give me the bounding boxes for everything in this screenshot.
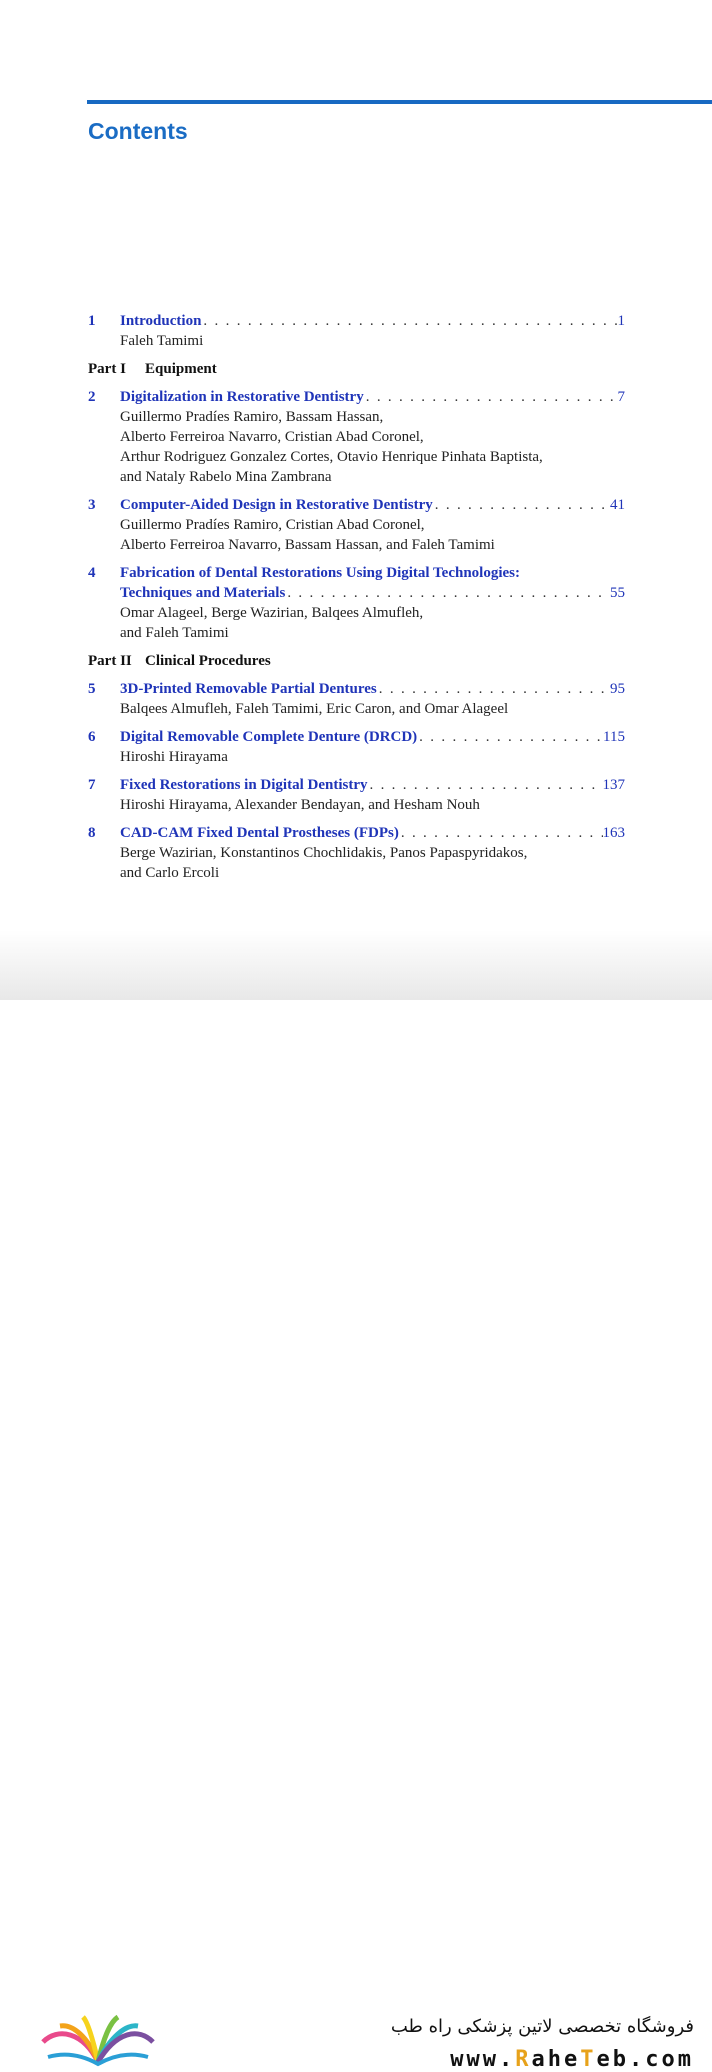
page-number-link[interactable]: 95 — [610, 681, 625, 697]
chapter-title-link[interactable]: Computer-Aided Design in Restorative Dentistry — [120, 497, 433, 513]
dot-leader — [285, 583, 610, 603]
book-page — [0, 0, 712, 1000]
chapter-title-link[interactable]: Techniques and Materials — [120, 585, 286, 601]
chapter-authors: and Faleh Tamimi — [120, 625, 229, 641]
page-shadow — [0, 930, 712, 1000]
chapter-authors: Guillermo Pradíes Ramiro, Bassam Hassan, — [120, 409, 384, 425]
page-title: Contents — [88, 118, 188, 144]
dot-leader — [377, 679, 610, 699]
dot-leader — [417, 727, 603, 747]
page-number-link[interactable]: 115 — [603, 729, 625, 745]
toc-entry[interactable] — [88, 679, 625, 719]
book-logo-icon — [38, 2012, 158, 2072]
watermark-footer — [0, 1000, 712, 2072]
chapter-number: 8 — [88, 825, 96, 841]
toc-entry[interactable] — [88, 823, 625, 883]
chapter-authors: and Nataly Rabelo Mina Zambrana — [120, 469, 332, 485]
chapter-authors: Hiroshi Hirayama, Alexander Bendayan, and Hesham Nouh — [120, 797, 480, 813]
page-number-link[interactable]: 1 — [617, 313, 625, 329]
chapter-title-link[interactable]: Introduction — [120, 313, 202, 329]
chapter-authors: and Carlo Ercoli — [120, 865, 220, 881]
dot-leader — [364, 387, 618, 407]
table-of-contents — [88, 311, 625, 891]
dot-leader — [433, 495, 610, 515]
page-number-link[interactable]: 7 — [617, 389, 625, 405]
chapter-number: 2 — [88, 389, 96, 405]
chapter-title-link[interactable]: 3D-Printed Removable Partial Dentures — [120, 681, 377, 697]
chapter-authors: Guillermo Pradíes Ramiro, Cristian Abad Coronel, — [120, 517, 425, 533]
dot-leader — [201, 311, 617, 331]
toc-entry[interactable] — [88, 311, 625, 351]
store-url: www.RaheTeb.com — [450, 2047, 694, 2072]
toc-entry[interactable] — [88, 387, 625, 487]
chapter-number: 1 — [88, 313, 96, 329]
chapter-authors: Arthur Rodriguez Gonzalez Cortes, Otavio Henrique Pinhata Baptista, — [120, 449, 543, 465]
chapter-authors: Balqees Almufleh, Faleh Tamimi, Eric Caron, and Omar Alageel — [120, 701, 509, 717]
store-name: فروشگاه تخصصی لاتین پزشکی راه طب — [390, 2016, 694, 2037]
page-number-link[interactable]: 163 — [602, 825, 625, 841]
header-rule — [87, 100, 712, 104]
chapter-title-link[interactable]: Fabrication of Dental Restorations Using Digital Technologies: — [120, 565, 520, 581]
chapter-authors: Alberto Ferreiroa Navarro, Bassam Hassan, and Faleh Tamimi — [120, 537, 495, 553]
dot-leader — [399, 823, 603, 843]
chapter-title-link[interactable]: Digitalization in Restorative Dentistry — [120, 389, 364, 405]
chapter-number: 3 — [88, 497, 96, 513]
chapter-number: 5 — [88, 681, 96, 697]
chapter-authors: Omar Alageel, Berge Wazirian, Balqees Almufleh, — [120, 605, 424, 621]
chapter-title-link[interactable]: Digital Removable Complete Denture (DRCD) — [120, 729, 418, 745]
page-number-link[interactable]: 41 — [610, 497, 625, 513]
chapter-authors: Faleh Tamimi — [120, 333, 204, 349]
chapter-title-link[interactable]: CAD-CAM Fixed Dental Prostheses (FDPs) — [120, 825, 399, 841]
chapter-authors: Alberto Ferreiroa Navarro, Cristian Abad Coronel, — [120, 429, 424, 445]
toc-entry[interactable] — [88, 563, 625, 643]
dot-leader — [367, 775, 602, 795]
chapter-authors: Hiroshi Hirayama — [120, 749, 228, 765]
chapter-number: 6 — [88, 729, 96, 745]
part-heading: Part I Equipment — [88, 361, 217, 377]
chapter-number: 7 — [88, 777, 96, 793]
chapter-number: 4 — [88, 565, 96, 581]
page-number-link[interactable]: 137 — [602, 777, 625, 793]
chapter-authors: Berge Wazirian, Konstantinos Chochlidakis, Panos Papaspyridakos, — [120, 845, 528, 861]
toc-entry[interactable] — [88, 495, 625, 555]
toc-entry[interactable] — [88, 775, 625, 815]
chapter-title-link[interactable]: Fixed Restorations in Digital Dentistry — [120, 777, 368, 793]
part-heading: Part II Clinical Procedures — [88, 653, 271, 669]
page-number-link[interactable]: 55 — [610, 585, 625, 601]
toc-entry[interactable] — [88, 727, 625, 767]
